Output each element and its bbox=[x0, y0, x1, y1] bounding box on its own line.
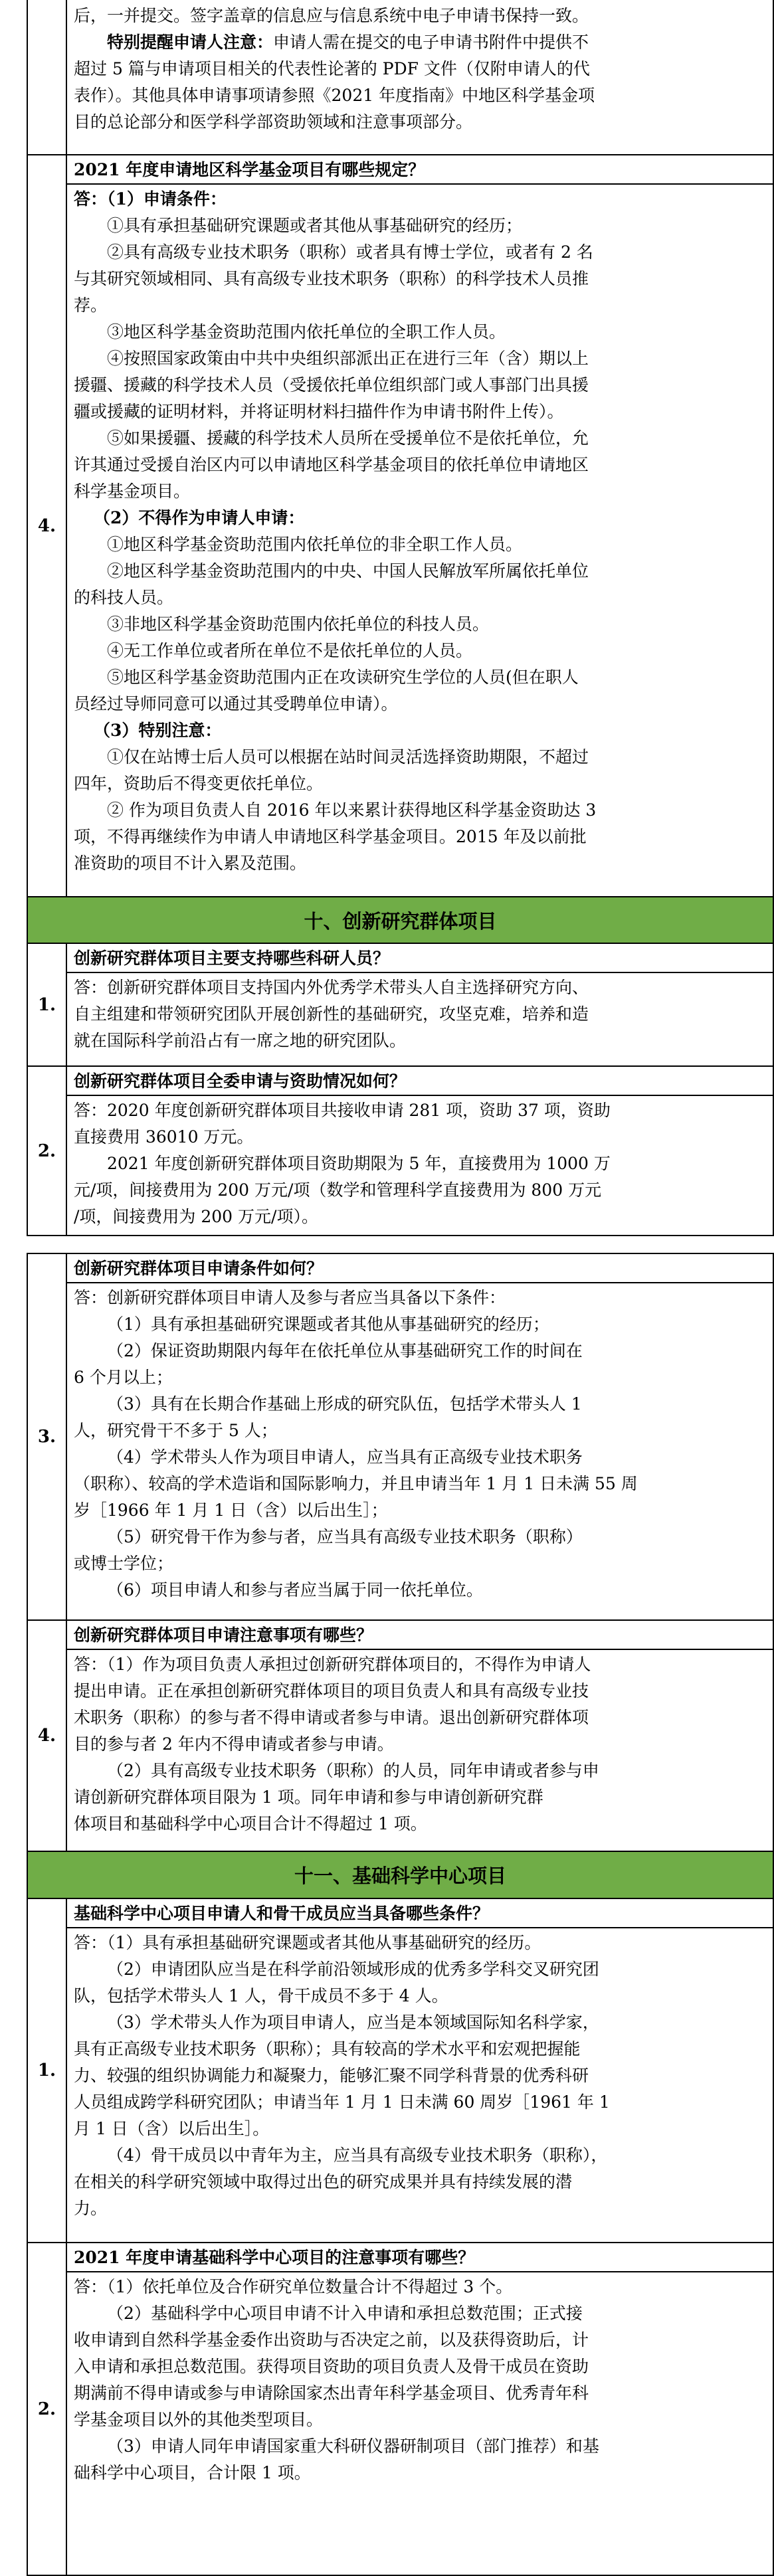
row-number: 4. bbox=[27, 155, 67, 896]
answer bbox=[67, 1283, 773, 1604]
answer-line: （3）具有在长期合作基础上形成的研究队伍，包括学术带头人 1 bbox=[107, 1394, 582, 1414]
answer-line: ②地区科学基金资助范围内的中央、中国人民解放军所属依托单位 bbox=[107, 561, 589, 581]
answer-line: 与其研究领域相同、具有高级专业技术职务（职称）的科学技术人员推 bbox=[74, 269, 589, 288]
answer-line: 直接费用 36010 万元。 bbox=[74, 1127, 254, 1147]
answer-line bbox=[74, 29, 762, 56]
answer-line: （6）项目申请人和参与者应当属于同一依托单位。 bbox=[107, 1580, 483, 1600]
answer-line: （2）不得作为申请人申请： bbox=[94, 508, 305, 527]
qa-row bbox=[27, 1067, 774, 1236]
answer-line: （4）骨干成员以中青年为主，应当具有高级专业技术职务（职称）， bbox=[107, 2146, 608, 2165]
row-number: 4. bbox=[27, 1621, 67, 1851]
answer-line: 后，一并提交。签字盖章的信息应与信息系统中电子申请书保持一致。 bbox=[74, 6, 589, 25]
answer-line: （3）学术带头人作为项目申请人，应当是本领域国际知名科学家， bbox=[107, 2013, 599, 2032]
answer-line: 自主组建和带领研究团队开展创新性的基础研究，攻坚克难，培养和造 bbox=[74, 1004, 589, 1024]
row-number: 2. bbox=[27, 2243, 67, 2575]
answer-cell bbox=[67, 0, 774, 154]
answer-line: ⑤地区科学基金资助范围内正在攻读研究生学位的人员(但在职人 bbox=[107, 668, 579, 687]
answer-line: 具有正高级专业技术职务（职称）；具有较高的学术水平和宏观把握能 bbox=[74, 2039, 581, 2059]
answer-line: 四年，资助后不得变更依托单位。 bbox=[74, 774, 324, 793]
section-header: 十、创新研究群体项目 bbox=[27, 897, 774, 944]
answer-line: 学基金项目以外的其他类型项目。 bbox=[74, 2410, 324, 2429]
answer-line: （4）学术带头人作为项目申请人，应当具有正高级专业技术职务 bbox=[107, 1447, 583, 1467]
qa-cell bbox=[67, 2243, 774, 2575]
answer-line: 力。 bbox=[74, 2199, 108, 2218]
answer-line: （2）具有高级专业技术职务（职称）的人员，同年申请或者参与申 bbox=[107, 1761, 599, 1780]
answer-line: 答：2020 年度创新研究群体项目共接收申请 281 项，资助 37 项，资助 bbox=[74, 1101, 611, 1120]
answer-line: 提出申请。正在承担创新研究群体项目的项目负责人和具有高级专业技 bbox=[74, 1681, 589, 1701]
qa-row bbox=[27, 155, 774, 897]
answer-line: （3）特别注意： bbox=[94, 721, 222, 740]
notice-label: 特别提醒申请人注意： bbox=[107, 33, 274, 52]
answer-line: 目的总论部分和医学科学部资助领域和注意事项部分。 bbox=[74, 112, 473, 132]
answer-line: 答：（1）作为项目负责人承担过创新研究群体项目的，不得作为申请人 bbox=[74, 1655, 591, 1674]
answer-line: 答：创新研究群体项目申请人及参与者应当具备以下条件： bbox=[74, 1288, 506, 1307]
row-number: 3. bbox=[27, 1254, 67, 1619]
question: 创新研究群体项目申请注意事项有哪些？ bbox=[67, 1621, 773, 1650]
answer-line: 力、较强的组织协调能力和凝聚力，能够汇聚不同学科背景的优秀科研 bbox=[74, 2066, 589, 2085]
qa-cell bbox=[67, 155, 774, 896]
question: 2021 年度申请地区科学基金项目有哪些规定？ bbox=[67, 155, 773, 185]
answer-line: ①地区科学基金资助范围内依托单位的非全职工作人员。 bbox=[107, 535, 523, 554]
question: 创新研究群体项目主要支持哪些科研人员？ bbox=[67, 944, 773, 973]
question: 创新研究群体项目申请条件如何？ bbox=[67, 1254, 773, 1283]
continuation-row bbox=[27, 0, 774, 155]
answer-line: ⑤如果援疆、援藏的科学技术人员所在受援单位不是依托单位，允 bbox=[107, 428, 589, 448]
answer-line: ③地区科学基金资助范围内依托单位的全职工作人员。 bbox=[107, 322, 506, 341]
row-number: 2. bbox=[27, 1067, 67, 1235]
qa-row bbox=[27, 944, 774, 1067]
question: 创新研究群体项目全委申请与资助情况如何？ bbox=[67, 1067, 773, 1096]
answer-line: 表作）。其他具体申请事项请参照《2021 年度指南》中地区科学基金项 bbox=[74, 86, 595, 105]
answer-line: 许其通过受援自治区内可以申请地区科学基金项目的依托单位申请地区 bbox=[74, 455, 589, 474]
qa-cell bbox=[67, 1621, 774, 1851]
answer-line: 或博士学位； bbox=[74, 1554, 174, 1573]
answer-line: 就在国际科学前沿占有一席之地的研究团队。 bbox=[74, 1031, 407, 1050]
answer-line: （5）研究骨干作为参与者，应当具有高级专业技术职务（职称） bbox=[107, 1527, 583, 1546]
answer-line: 答：（1）具有承担基础研究课题或者其他从事基础研究的经历。 bbox=[74, 1933, 541, 1952]
answer-line: 答：（1）申请条件： bbox=[74, 189, 227, 209]
answer bbox=[67, 1096, 773, 1230]
answer-line: （3）申请人同年申请国家重大科研仪器研制项目（部门推荐）和基 bbox=[107, 2437, 599, 2456]
qa-cell bbox=[67, 944, 774, 1065]
question: 基础科学中心项目申请人和骨干成员应当具备哪些条件？ bbox=[67, 1899, 773, 1928]
answer bbox=[67, 1928, 773, 2222]
answer-line: 期满前不得申请或参与申请除国家杰出青年科学基金项目、优秀青年科 bbox=[74, 2383, 589, 2403]
answer-line: 月 1 日（含）以后出生］。 bbox=[74, 2119, 270, 2138]
answer-line: 岁［1966 年 1 月 1 日（含）以后出生］； bbox=[74, 1501, 388, 1520]
answer-line: ② 作为项目负责人自 2016 年以来累计获得地区科学基金资助达 3 bbox=[107, 800, 597, 820]
answer-line: 员经过导师同意可以通过其受聘单位申请）。 bbox=[74, 694, 398, 713]
answer-line: 人，研究骨干不多于 5 人； bbox=[74, 1421, 278, 1440]
answer-line: 术职务（职称）的参与者不得申请或者参与申请。退出创新研究群体项 bbox=[74, 1708, 589, 1727]
answer-line: 人员组成跨学科研究团队；申请当年 1 月 1 日未满 60 周岁［1961 年 1 bbox=[74, 2092, 610, 2112]
qa-row bbox=[27, 1621, 774, 1852]
answer-line: 超过 5 篇与申请项目相关的代表性论著的 PDF 文件（仅附申请人的代 bbox=[74, 59, 590, 78]
answer-line: 入申请和承担总数范围。获得项目资助的项目负责人及骨干成员在资助 bbox=[74, 2357, 589, 2376]
answer-line: 答：（1）依托单位及合作研究单位数量合计不得超过 3 个。 bbox=[74, 2277, 513, 2296]
answer-line: 队，包括学术带头人 1 人，骨干成员不多于 4 人。 bbox=[74, 1986, 448, 2005]
row-number: 1. bbox=[27, 944, 67, 1065]
qa-cell bbox=[67, 1899, 774, 2242]
answer bbox=[67, 185, 773, 877]
answer-line: （职称）、较高的学术造诣和国际影响力，并且申请当年 1 月 1 日未满 55 周 bbox=[74, 1474, 638, 1493]
answer-line: 体项目和基础科学中心项目合计不得超过 1 项。 bbox=[74, 1814, 427, 1833]
answer-line: ①具有承担基础研究课题或者其他从事基础研究的经历； bbox=[107, 216, 523, 235]
answer-line: （2）申请团队应当是在科学前沿领域形成的优秀多学科交叉研究团 bbox=[107, 1960, 599, 1979]
answer-line: ③非地区科学基金资助范围内依托单位的科技人员。 bbox=[107, 614, 490, 634]
answer-line: 项，不得再继续作为申请人申请地区科学基金项目。2015 年及以前批 bbox=[74, 827, 587, 846]
answer-line: 收申请到自然科学基金委作出资助与否决定之前，以及获得资助后，计 bbox=[74, 2330, 589, 2349]
answer-line: （1）具有承担基础研究课题或者其他从事基础研究的经历； bbox=[107, 1315, 549, 1334]
answer-line: 答：创新研究群体项目支持国内外优秀学术带头人自主选择研究方向、 bbox=[74, 978, 589, 997]
answer-line: 荐。 bbox=[74, 296, 108, 315]
answer-line: 的科技人员。 bbox=[74, 588, 174, 607]
row-number-cell bbox=[27, 0, 67, 154]
answer-line: 在相关的科学研究领域中取得过出色的研究成果并具有持续发展的潜 bbox=[74, 2172, 573, 2191]
answer-line: /项，间接费用为 200 万元/项）。 bbox=[74, 1207, 318, 1226]
answer-line: 疆或援藏的证明材料，并将证明材料扫描件作为申请书附件上传）。 bbox=[74, 402, 564, 421]
answer bbox=[67, 1650, 773, 1837]
qa-cell bbox=[67, 1067, 774, 1235]
answer-line: ②具有高级专业技术职务（职称）或者具有博士学位，或者有 2 名 bbox=[107, 242, 593, 262]
answer-line: （2）保证资助期限内每年在依托单位从事基础研究工作的时间在 bbox=[107, 1341, 583, 1360]
answer-line: ④按照国家政策由中共中央组织部派出正在进行三年（含）期以上 bbox=[107, 349, 589, 368]
answer-line: （2）基础科学中心项目申请不计入申请和承担总数范围；正式接 bbox=[107, 2304, 583, 2323]
answer bbox=[67, 973, 773, 1054]
document-page bbox=[27, 0, 774, 2576]
row-number: 1. bbox=[27, 1899, 67, 2242]
answer-line: 援疆、援藏的科学技术人员（受援依托单位组织部门或人事部门出具援 bbox=[74, 375, 589, 395]
answer-line: 2021 年度创新研究群体项目资助期限为 5 年，直接费用为 1000 万 bbox=[107, 1154, 611, 1173]
section-header: 十一、基础科学中心项目 bbox=[27, 1852, 774, 1899]
answer-line: 目的参与者 2 年内不得申请或者参与申请。 bbox=[74, 1734, 394, 1754]
qa-row bbox=[27, 1899, 774, 2243]
question: 2021 年度申请基础科学中心项目的注意事项有哪些？ bbox=[67, 2243, 773, 2272]
notice-text: 申请人需在提交的电子申请书附件中提供不 bbox=[273, 33, 589, 52]
answer-line: 础科学中心项目，合计限 1 项。 bbox=[74, 2463, 311, 2482]
answer-line: ④无工作单位或者所在单位不是依托单位的人员。 bbox=[107, 641, 473, 660]
answer-line: 元/项，间接费用为 200 万元/项（数学和管理科学直接费用为 800 万元 bbox=[74, 1180, 602, 1200]
qa-row bbox=[27, 2243, 774, 2576]
qa-cell bbox=[67, 1254, 774, 1619]
answer-line: 准资助的项目不计入累及范围。 bbox=[74, 854, 307, 873]
answer bbox=[67, 2272, 773, 2486]
qa-row bbox=[27, 1253, 774, 1621]
answer-line: 请创新研究群体项目限为 1 项。同年申请和参与申请创新研究群 bbox=[74, 1788, 543, 1807]
answer-line: 6 个月以上； bbox=[74, 1368, 173, 1387]
answer-line: ①仅在站博士后人员可以根据在站时间灵活选择资助期限，不超过 bbox=[107, 747, 589, 767]
answer-line: 科学基金项目。 bbox=[74, 482, 191, 501]
